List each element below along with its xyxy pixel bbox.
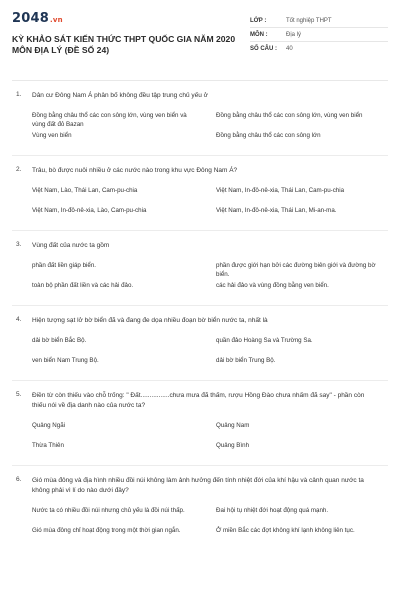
question-divider [12, 230, 388, 231]
answer-options [32, 186, 388, 226]
question-2 [12, 166, 388, 226]
question-text: Vùng đất của nước ta gồm [32, 242, 110, 249]
answer-option[interactable]: Vùng ven biển [32, 132, 72, 139]
question-divider [12, 380, 388, 381]
answer-option[interactable]: Quảng Bình [216, 442, 250, 449]
meta-value: Địa lý [286, 31, 302, 38]
question-number: 3. [16, 241, 22, 248]
question-text: Dân cư Đông Nam Á phân bố không đều tập trung chủ yếu ở [32, 92, 208, 99]
answer-option[interactable]: Đồng bằng châu thổ các con sông lớn [216, 132, 321, 139]
answer-option[interactable]: Việt Nam, Lào, Thái Lan, Cam-pu-chia [32, 187, 138, 194]
question-body [32, 91, 388, 151]
answer-option[interactable]: Ở miền Bắc các đợt không khí lạnh không liên tục. [216, 527, 355, 534]
question-divider [12, 155, 388, 156]
answer-option[interactable]: Nước ta có nhiều đồi núi nhưng chủ yếu là đồi núi thấp. [32, 507, 185, 514]
answer-option[interactable]: Đồng bằng châu thổ các con sông lớn, vùng ven biển và vùng đất đỏ Bazan [32, 112, 187, 128]
answer-option[interactable]: Việt Nam, In-đô-nê-xia, Thái Lan, Cam-pu-chia [216, 187, 345, 194]
question-1 [12, 91, 388, 151]
answer-option[interactable]: dải bờ biển Bắc Bộ. [32, 337, 87, 344]
header-divider [12, 80, 388, 81]
question-divider [12, 465, 388, 466]
question-number: 4. [16, 316, 22, 323]
answer-options [32, 336, 388, 376]
question-body [32, 391, 388, 461]
meta-value: Tốt nghiệp THPT [286, 17, 332, 24]
answer-option[interactable]: quần đảo Hoàng Sa và Trường Sa. [216, 337, 313, 344]
exam-title [12, 34, 242, 56]
answer-options [32, 506, 388, 546]
exam-title-line2: MÔN ĐỊA LÝ (ĐỀ SỐ 24) [12, 45, 110, 55]
question-text: Điền từ còn thiếu vào chỗ trống: " Đất................chưa mưa đã thấm, rượu Hồng Đào chưa nhấm đã say" - phần còn thiếu nói về địa danh nào của nước ta? [32, 392, 365, 409]
question-body [32, 316, 388, 376]
header-left [12, 8, 242, 74]
meta-label: LỚP : [250, 17, 267, 24]
answer-option[interactable]: toàn bộ phần đất liền và các hải đảo. [32, 282, 134, 289]
question-body [32, 241, 388, 301]
answer-option[interactable]: Đai hội tụ nhiệt đới hoạt động quá mạnh. [216, 507, 329, 514]
site-logo[interactable] [12, 11, 242, 26]
question-body [32, 166, 388, 226]
question-body [32, 476, 388, 546]
meta-row-class [250, 14, 388, 28]
question-4 [12, 316, 388, 376]
answer-option[interactable]: ven biển Nam Trung Bộ. [32, 357, 99, 364]
question-text: Trâu, bò được nuôi nhiều ở các nước nào trong khu vực Đông Nam Á? [32, 167, 238, 174]
answer-option[interactable]: Gió mùa đông chỉ hoạt động trong một thời gian ngắn. [32, 527, 181, 534]
answer-option[interactable]: Việt Nam, In-đô-nê-xia, Lào, Cam-pu-chia [32, 207, 147, 214]
question-number: 6. [16, 476, 22, 483]
question-divider [12, 305, 388, 306]
meta-value: 40 [286, 46, 293, 52]
question-3 [12, 241, 388, 301]
question-5 [12, 391, 388, 461]
answer-option[interactable]: Quảng Nam [216, 422, 250, 429]
answer-option[interactable]: Quảng Ngãi [32, 422, 66, 429]
meta-row-count [250, 42, 388, 56]
meta-label: MÔN : [250, 31, 268, 38]
question-number: 5. [16, 391, 22, 398]
meta-label: SỐ CÂU : [250, 46, 277, 52]
question-text: Hiện tượng sạt lở bờ biển đã và đang đe dọa nhiều đoạn bờ biển nước ta, nhất là [32, 317, 268, 324]
answer-option[interactable]: Việt Nam, In-đô-nê-xia, Thái Lan, Mi-an-ma. [216, 207, 337, 214]
answer-option[interactable]: phần được giới hạn bởi các đường biên giới và đường bờ biển. [216, 262, 376, 278]
answer-options [32, 261, 388, 301]
answer-option[interactable]: các hải đảo và vùng đồng bằng ven biển. [216, 282, 329, 289]
answer-options [32, 111, 388, 151]
answer-option[interactable]: Đồng bằng châu thổ các con sông lớn, vùng ven biển [216, 112, 363, 119]
question-6 [12, 476, 388, 546]
answer-option[interactable]: dải bờ biển Trung Bộ. [216, 357, 276, 364]
exam-title-line1: KỲ KHẢO SÁT KIẾN THỨC THPT QUỐC GIA NĂM 2020 [12, 34, 236, 44]
answer-options [32, 421, 388, 461]
logo-main: 2048 [12, 11, 49, 26]
question-text: Gió mùa đông và địa hình nhiều đồi núi không làm ảnh hưởng đến tính nhiệt đới của khí hậu và cảnh quan nước ta không phải vì lí do nào dưới đây? [32, 477, 364, 494]
logo-tld: .vn [49, 16, 63, 24]
exam-header [12, 8, 388, 74]
meta-row-subject [250, 28, 388, 42]
question-number: 2. [16, 166, 22, 173]
answer-option[interactable]: phần đất liền giáp biển. [32, 262, 96, 269]
answer-option[interactable]: Thừa Thiên [32, 442, 64, 449]
exam-meta-table [250, 14, 388, 74]
question-number: 1. [16, 91, 22, 98]
